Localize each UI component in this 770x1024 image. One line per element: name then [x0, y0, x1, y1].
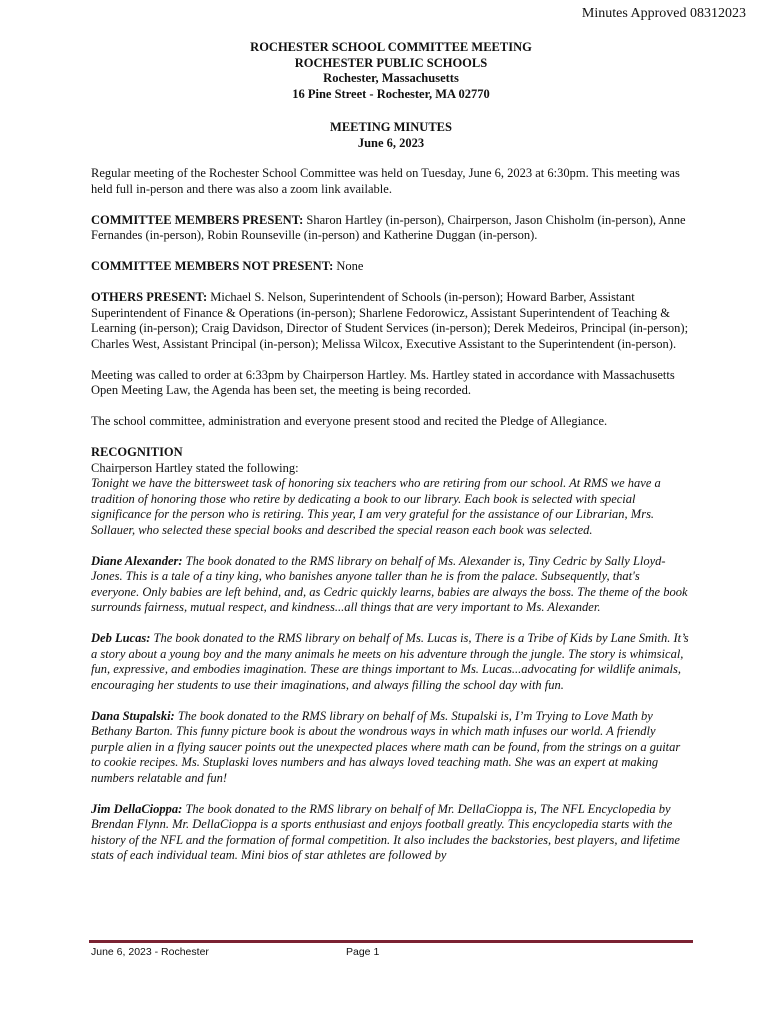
pledge-paragraph: The school committee, administration and everyone present stood and recited the Pledge of Allegiance.: [91, 414, 608, 428]
others-present-label: OTHERS PRESENT:: [91, 290, 208, 304]
recognition-heading: RECOGNITION: [91, 445, 183, 459]
honoree-name: Dana Stupalski:: [91, 708, 175, 723]
honoree-text: The book donated to the RMS library on behalf of Ms. Alexander is, Tiny Cedric by Sally Lloyd-Jones. This is a tale of a tiny king, who banishes anyone taller than he is from the palace. Subsequently, that's everyone. Only babies are left behind, and, as Cedric quickly learns, babies are always the boss. The theme of the book surrounds fairness, mutual respect, and kindness...all things that are very important to Ms. Alexander.: [91, 553, 688, 614]
others-present-paragraph: [91, 290, 691, 352]
page-footer: [91, 946, 691, 958]
document-body: [91, 166, 691, 879]
minutes-heading: [0, 120, 770, 151]
recognition-stated: Chairperson Hartley stated the following:: [91, 460, 299, 475]
others-present-text: Michael S. Nelson, Superintendent of Schools (in-person); Howard Barber, Assistant Superintendent of Finance & Operations (in-person); Sharlene Fedorowicz, Assistant Superintendent of Teaching & Learning (in-person); Craig Davidson, Director of Student Services (in-person); Derek Medeiros, Principal (in-person); Charles West, Assistant Principal (in-person); Melissa Wilcox, Executive Assistant to the Superintendent (in-person).: [91, 290, 689, 351]
intro-paragraph: Regular meeting of the Rochester School Committee was held on Tuesday, June 6, 2023 at 6:30pm. This meeting was held full in-person and there was also a zoom link available.: [91, 166, 680, 196]
recognition-quote: Tonight we have the bittersweet task of honoring six teachers who are retiring from our school. At RMS we have a tradition of honoring those who retire by dedicating a book to our library. Each book is selected with special significance for the person who is retiring. This year, I am very grateful for the assistance of our Librarian, Mrs. Sollauer, who selected these special books and described the special reason each book was selected.: [91, 476, 661, 537]
honoree-paragraph: [91, 631, 691, 693]
footer-rule: [89, 940, 693, 943]
members-present-paragraph: [91, 213, 691, 244]
honoree-text: The book donated to the RMS library on behalf of Ms. Lucas is, There is a Tribe of Kids by Lane Smith. It’s a story about a young boy and the many animals he meets on his adventure through the jungle. The story is whimsical, fun, expressive, and embodies imagination. These are things important to Ms. Lucas...advocating for wildlife animals, encouraging her students to use their imaginations, and always filling the school day with fun.: [91, 631, 689, 692]
recognition-section: [91, 445, 691, 538]
honoree-name: Deb Lucas:: [91, 631, 151, 645]
members-not-present-label: COMMITTEE MEMBERS NOT PRESENT:: [91, 259, 334, 273]
honoree-name: Jim DellaCioppa:: [91, 801, 183, 816]
members-not-present-paragraph: [91, 259, 691, 275]
document-header: [0, 40, 770, 102]
honoree-text: The book donated to the RMS library on behalf of Ms. Stupalski is, I’m Trying to Love Math by Bethany Barton. This funny picture book is about the wondrous ways in which math infuses our world. A friendly purple alien in a flying saucer points out the unexpected places where math can be found, from the strings on a guitar to cookie recipes. Ms. Stuplaski loves numbers and has always loved teaching math. She was an expert at making numbers relatable and fun!: [91, 708, 681, 785]
members-not-present-text: None: [333, 259, 364, 273]
footer-date-place: June 6, 2023 - Rochester: [91, 946, 209, 958]
honoree-paragraph: [91, 554, 691, 616]
minutes-date: June 6, 2023: [357, 135, 425, 150]
approval-note: Minutes Approved 08312023: [581, 6, 746, 21]
call-to-order-paragraph: Meeting was called to order at 6:33pm by Chairperson Hartley. Ms. Hartley stated in accordance with Massachusetts Open Meeting Law, the Agenda has been set, the meeting is being recorded.: [91, 367, 675, 397]
header-line-3: Rochester, Massachusetts: [323, 71, 459, 86]
minutes-title: MEETING MINUTES: [330, 120, 452, 134]
header-line-4: 16 Pine Street - Rochester, MA 02770: [292, 86, 490, 101]
honoree-name: Diane Alexander:: [91, 553, 183, 568]
members-present-label: COMMITTEE MEMBERS PRESENT:: [91, 212, 304, 227]
members-present-text: Sharon Hartley (in-person), Chairperson, Jason Chisholm (in-person), Anne Fernandes (in-person), Robin Rounseville (in-person) and Katherine Duggan (in-person).: [91, 212, 686, 242]
honoree-paragraph: [91, 709, 691, 787]
header-line-2: ROCHESTER PUBLIC SCHOOLS: [294, 55, 488, 70]
page-number: Page 1: [346, 946, 380, 958]
honoree-text: The book donated to the RMS library on behalf of Mr. DellaCioppa is, The NFL Encyclopedia by Brendan Flynn. Mr. DellaCioppa is a sports enthusiast and enjoys football greatly. This encyclopedia starts with the history of the NFL and the formation of formal competition. It also includes the backstories, best players, and lifetime stats of each individual team. Mini bios of star athletes are followed by: [91, 801, 680, 862]
honoree-paragraph: [91, 802, 691, 864]
header-line-1: ROCHESTER SCHOOL COMMITTEE MEETING: [250, 40, 532, 54]
